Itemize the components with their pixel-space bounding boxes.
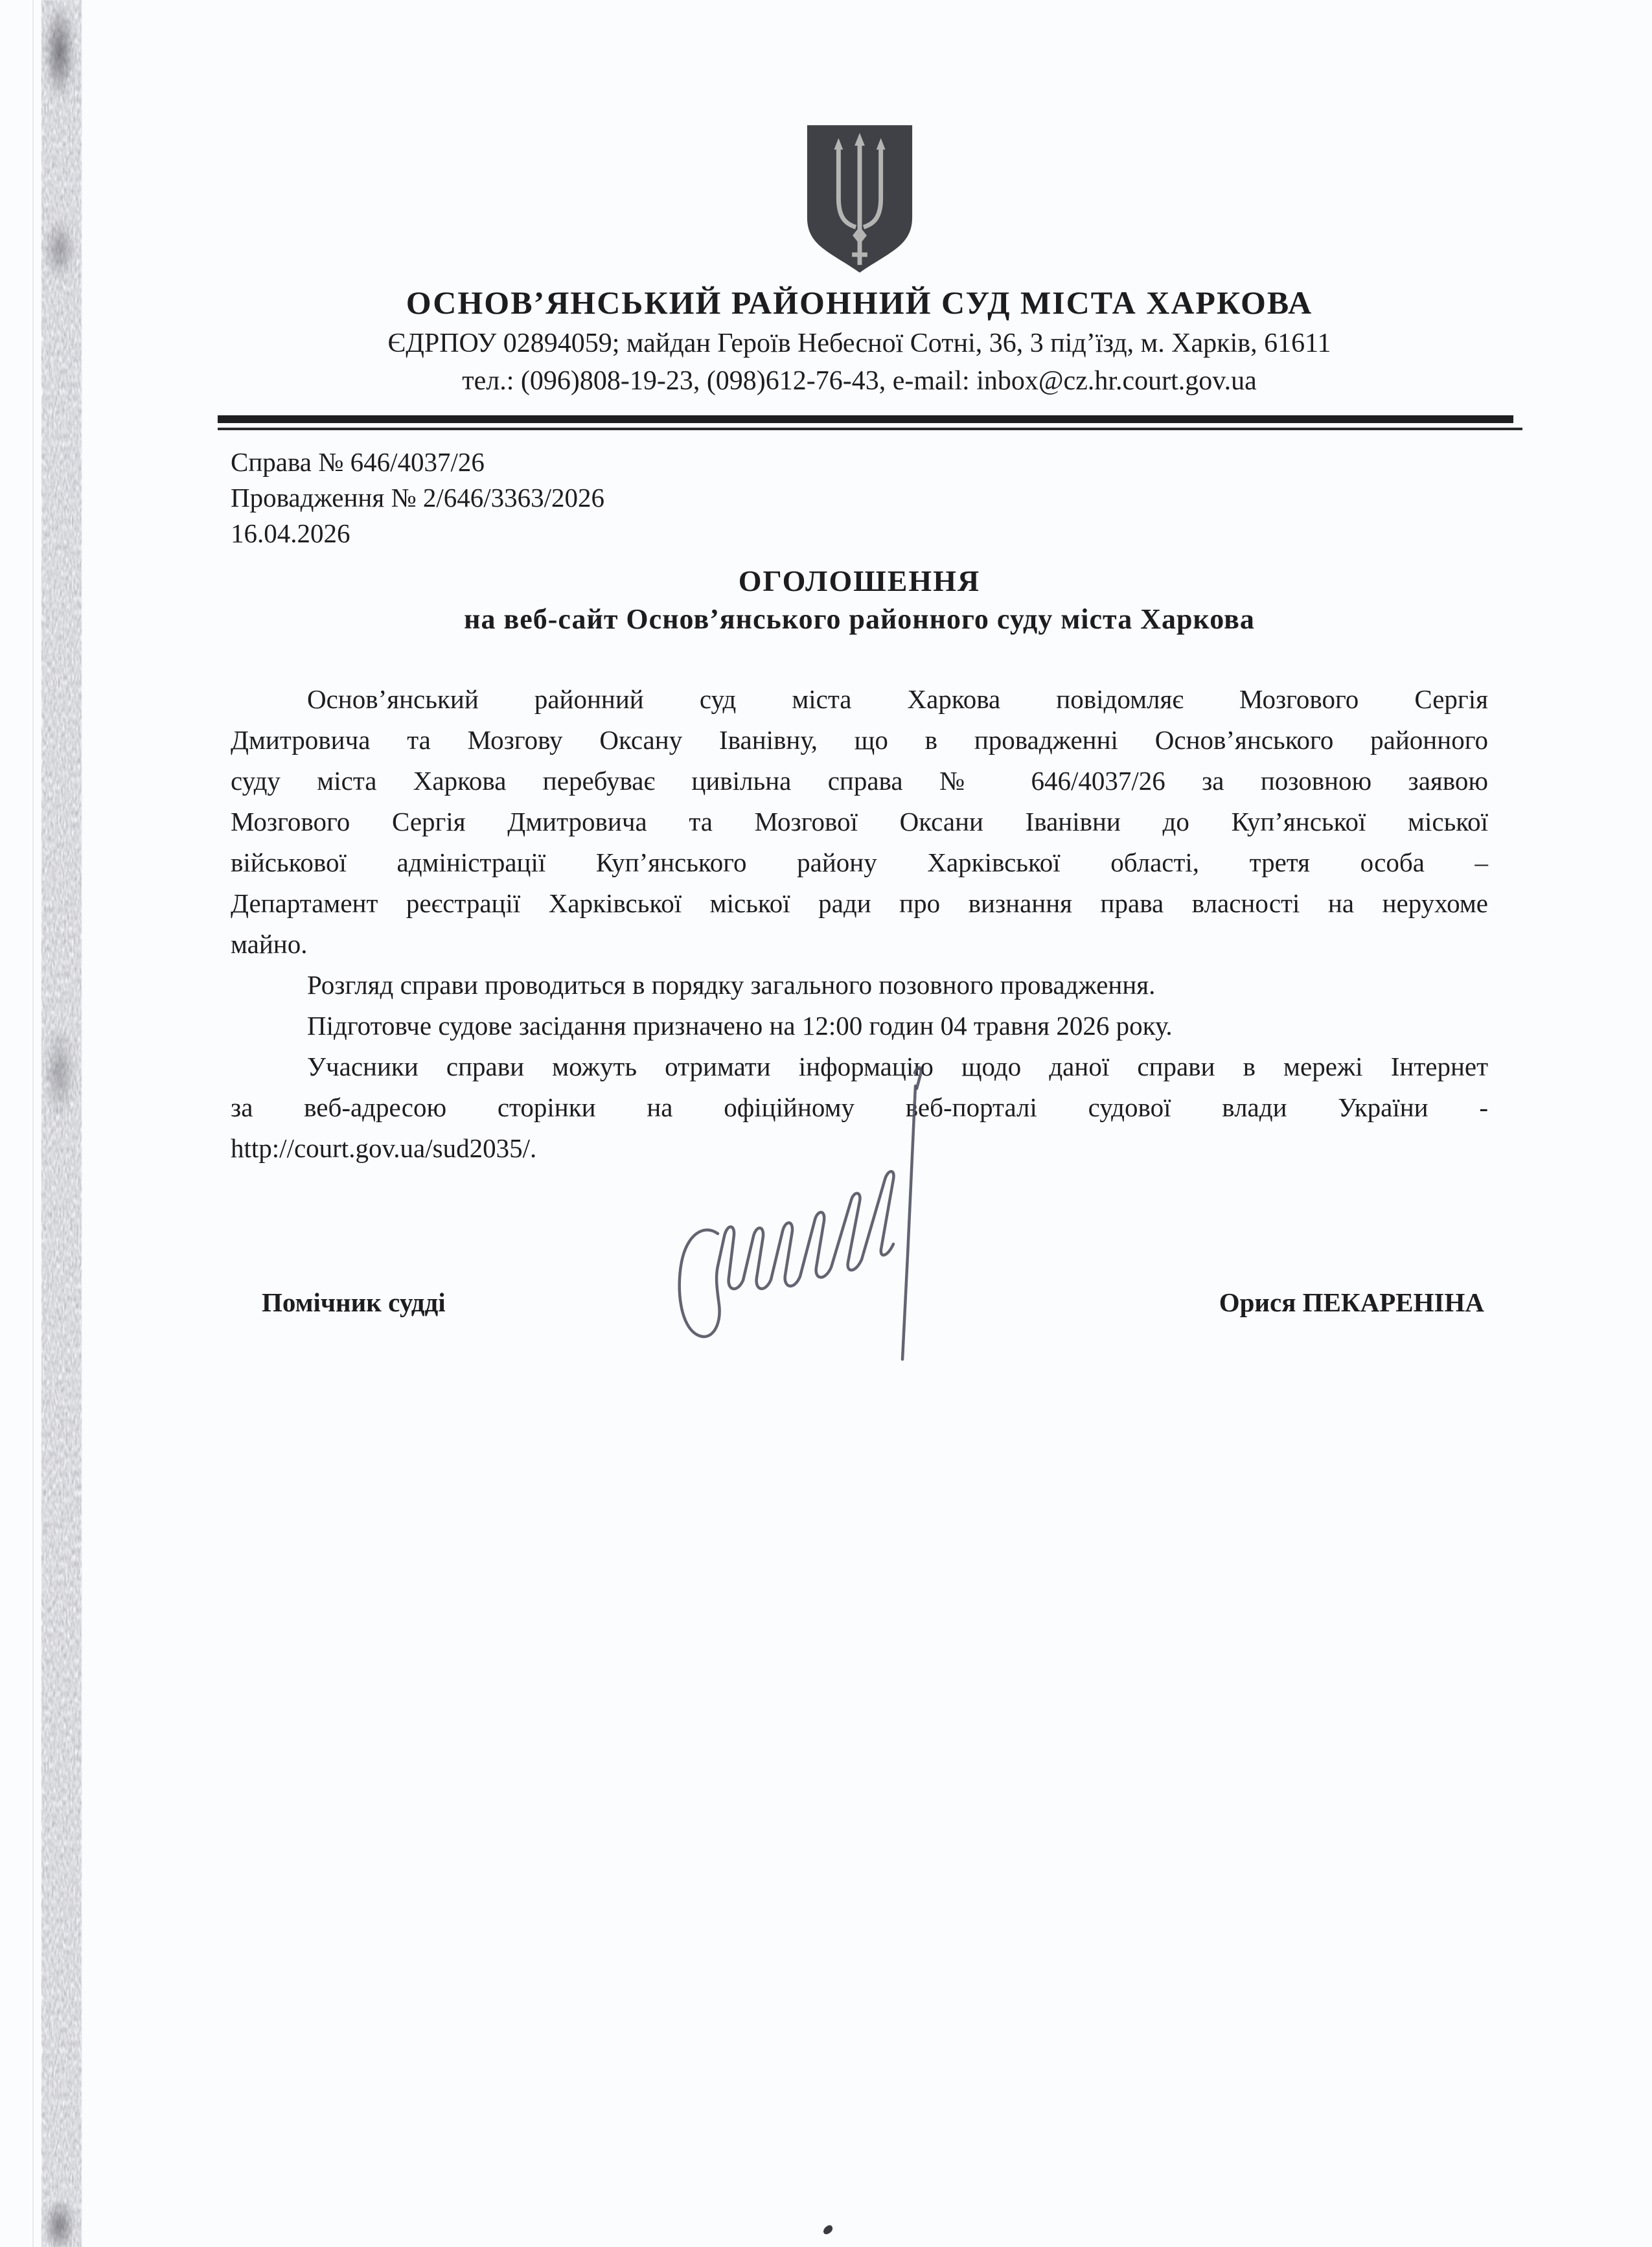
scan-edge-line bbox=[32, 0, 34, 2247]
text-line: http://court.gov.ua/sud2035/. bbox=[231, 1133, 537, 1163]
court-address: ЄДРПОУ 02894059; майдан Героїв Небесної Сотні, 36, 3 під’їзд, м. Харків, 61611 bbox=[387, 328, 1331, 358]
scan-smudge bbox=[39, 2190, 80, 2247]
text-line: Департамент реєстрації Харківської міської ради про визнання права власності на нерухоме bbox=[231, 888, 1488, 918]
text-line: Мозгового Сергія Дмитровича та Мозгової Оксани Іванівни до Куп’янської міської bbox=[231, 807, 1488, 836]
scan-smudge bbox=[39, 207, 80, 292]
text-line: майно. bbox=[231, 929, 308, 959]
text-line: Основ’янський районний суд міста Харкова повідомляє Мозгового Сергія bbox=[307, 684, 1488, 714]
scan-smudge bbox=[39, 0, 80, 117]
court-contact: тел.: (096)808-19-23, (098)612-76-43, e-mail: inbox@cz.hr.court.gov.ua bbox=[462, 366, 1257, 396]
handwritten-signature bbox=[661, 1064, 926, 1374]
case-number: Справа № 646/4037/26 bbox=[231, 447, 485, 477]
paragraph-announcement bbox=[231, 679, 1488, 965]
text-line: Учасники справи можуть отримати інформацію щодо даної справи в мережі Інтернет bbox=[307, 1052, 1488, 1081]
document-title: ОГОЛОШЕННЯ bbox=[738, 564, 981, 597]
text-line: суду міста Харкова перебуває цивільна справа № 646/4037/26 за позовною заявою bbox=[231, 766, 1488, 796]
scan-smudge bbox=[39, 1011, 80, 1134]
text-line: Дмитровича та Мозгову Оксану Іванівну, що в провадженні Основ’янського районного bbox=[231, 725, 1488, 755]
document-subtitle: на веб-сайт Основ’янського районного суду міста Харкова bbox=[464, 603, 1255, 635]
paragraph-hearing-date: Підготовче судове засідання призначено на 12:00 годин 04 травня 2026 року. bbox=[307, 1011, 1173, 1041]
ukraine-trident-emblem-icon bbox=[802, 122, 917, 277]
case-info-block bbox=[231, 444, 604, 551]
court-name: ОСНОВ’ЯНСЬКИЙ РАЙОННИЙ СУД МІСТА ХАРКОВА bbox=[406, 284, 1313, 321]
document-date: 16.04.2026 bbox=[231, 518, 350, 548]
text-line: за веб-адресою сторінки на офіційному веб-порталі судової влади України - bbox=[231, 1092, 1488, 1122]
signer-position-label: Помічник судді bbox=[262, 1287, 446, 1317]
paragraph-procedure: Розгляд справи проводиться в порядку загального позовного провадження. bbox=[307, 970, 1156, 1000]
signer-name: Орися ПЕКАРЕНІНА bbox=[1219, 1287, 1484, 1317]
proceeding-number: Провадження № 2/646/3363/2026 bbox=[231, 483, 605, 513]
text-line: військової адміністрації Куп’янського району Харківської області, третя особа – bbox=[231, 847, 1488, 877]
